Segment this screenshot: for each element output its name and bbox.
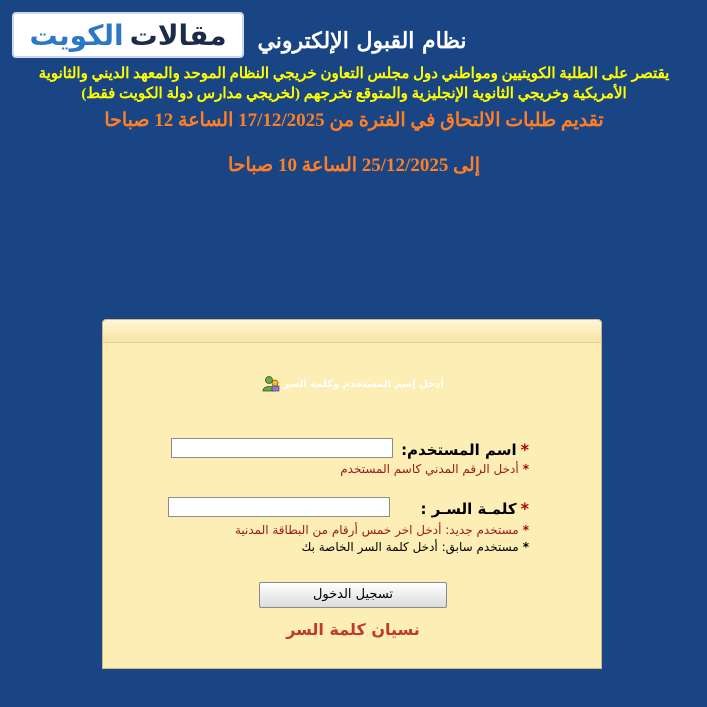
eligibility-text xyxy=(10,64,698,104)
existing-user-note-text: مستخدم سابق: أدخل كلمة السر الخاصة بك xyxy=(301,540,519,554)
login-panel-header xyxy=(103,320,601,343)
login-button[interactable]: تسجيل الدخول xyxy=(259,582,447,608)
login-hint-text: أدخل إسم المستخدم وكلمة السر xyxy=(283,378,444,390)
eligibility-line-2: الأمريكية وخريجي الثانوية الإنجليزية والمتوقع تخرجهم (لخريجي مدارس دولة الكويت فقط) xyxy=(81,86,627,102)
username-label-row xyxy=(401,440,529,459)
logo-word-2: الكويت xyxy=(29,18,124,52)
existing-user-note xyxy=(301,540,529,554)
login-hint xyxy=(253,375,453,393)
application-period-start: تقديم طلبات الالتحاق في الفترة من 17/12/2025 الساعة 12 صباحا xyxy=(104,110,604,131)
username-input[interactable] xyxy=(171,438,393,458)
application-period-end: إلى 25/12/2025 الساعة 10 صباحا xyxy=(227,155,480,176)
password-label: كلمـة السـر : xyxy=(420,500,517,518)
required-marker: * xyxy=(522,523,529,537)
eligibility-line-1: يقتصر على الطلبة الكويتيين ومواطني دول مجلس التعاون خريجي النظام الموحد والمعهد الديني والثانوية xyxy=(38,66,670,82)
marker: * xyxy=(522,540,529,554)
username-label: اسم المستخدم: xyxy=(401,441,517,459)
password-input[interactable] xyxy=(168,497,390,517)
required-marker: * xyxy=(522,462,529,476)
page-title: نظام القبول الإلكتروني xyxy=(257,28,467,54)
login-panel xyxy=(102,319,602,669)
forgot-password-link[interactable]: نسيان كلمة السر xyxy=(286,620,420,639)
username-note-text: أدخل الرقم المدني كاسم المستخدم xyxy=(340,462,519,476)
site-logo[interactable] xyxy=(12,12,244,58)
password-label-row xyxy=(421,499,529,518)
logo-word-1: مقالات xyxy=(129,18,227,52)
new-user-note-text: مستخدم جديد: أدخل اخر خمس أرقام من البطاقة المدنية xyxy=(234,523,519,537)
new-user-note xyxy=(235,523,529,537)
username-note xyxy=(340,462,529,476)
user-key-icon xyxy=(262,375,280,393)
required-marker: * xyxy=(520,499,529,518)
required-marker: * xyxy=(520,440,529,459)
